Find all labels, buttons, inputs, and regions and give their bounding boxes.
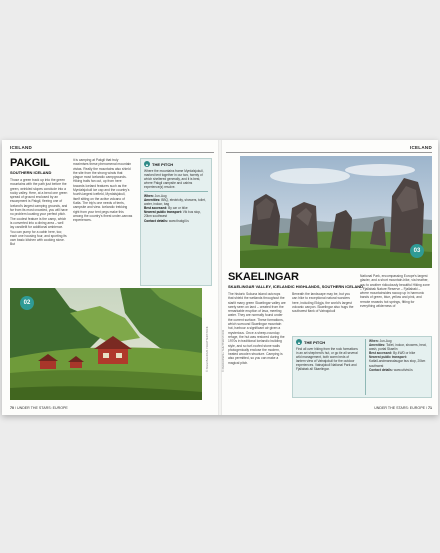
landscape-image [240, 156, 432, 268]
photo-credit: © PEDROPEPE / SHUTTERSTOCK [222, 329, 225, 372]
pitch-box [292, 336, 432, 398]
facts-list [365, 339, 428, 395]
tent-icon: ▲ [297, 339, 301, 345]
pitch-left [296, 339, 359, 395]
right-page [220, 140, 438, 415]
header-rule [10, 152, 214, 153]
page-title: SKAELINGAR [228, 271, 299, 283]
header-rule [226, 152, 432, 153]
fact-access: Best accessed: By 4WD or bike [368, 351, 416, 356]
page-footer: 70 / UNDER THE STARS: EUROPE [10, 406, 68, 410]
page-title: PAKGIL [10, 157, 50, 169]
page-subtitle: SOUTHERN ICELAND [10, 170, 52, 175]
book-name: UNDER THE STARS: EUROPE [374, 406, 425, 410]
page-number: 70 [10, 406, 14, 410]
tent-icon: ▲ [145, 161, 149, 167]
body-column-3: National Park, encompassing Europe's largest glacier, and a short mountain-hike, via heather, you to another ridiculously beautiful Hiking zone – Fjallabak Nature Reserve – Fjallabaki – where mountainsides swoop up in harmonic bands of green, blue, yellow and pink, and remote rewards hot springs, fitting for everything wilderness of [360, 274, 430, 309]
pitch-text: Where the mountains frame Myrdalsjokull, marked tent together in our two, twenty of which sheltered generally, and it is best, where Pakgil campsite and cabins experience(s) resolve. [144, 168, 204, 189]
pitch-title: THE PITCH [304, 339, 326, 345]
fact-when: When: Jun-Aug [368, 339, 392, 343]
pitch-title: THE PITCH [152, 161, 174, 167]
fact-transport: Nearest public transport: Katla/Landmannalaugar bus stop, 20km southwest [368, 355, 426, 368]
page-subtitle: SKAELINGAR VALLEY, ICELANDIC HIGHLANDS, SOUTHERN ICELAND [228, 284, 364, 289]
body-column-1: Those a green track up into the green mountains with the path just before the green, wrinkled slopes conclude into a rocky valley. Here, at a bend one green spread of ground enclosed by an escarpment is Pakgil, fleeing one of Iceland's largest camping grounds, and far from its most crowded, you will have no problem locating your perfect pitch. The coolest feature is the camp, which is converted into a dining area – well lay candlelit for additional ambience. You can pump for a cabin here, too; each one housing four, and sporting its own basic kitchen with cooking stove. But [10, 178, 68, 247]
fact-when: When: Jun-Aug [144, 193, 167, 198]
fact-contact: Contact details: www.thakgil.is [144, 218, 189, 223]
landscape-image [10, 288, 202, 400]
book-spread [2, 140, 438, 415]
location-badge: 03 [410, 244, 424, 258]
left-page [2, 140, 220, 415]
page-gutter [218, 140, 222, 415]
photo-skaelingar-rocks [240, 156, 432, 268]
page-footer: UNDER THE STARS: EUROPE / 71 [374, 406, 432, 410]
section-tag: ICELAND [409, 145, 432, 150]
fact-amenities: Amenities: Toilet, indoor, showers, heat, wash, portal Skaelin [368, 343, 427, 352]
fact-transport: Nearest public transport: Vik bus stop, 20km southwest [144, 210, 201, 219]
facts-list [144, 191, 208, 223]
fact-contact: Contact details: www.utivist.is [368, 367, 413, 372]
location-badge: 02 [20, 296, 34, 310]
book-name: UNDER THE STARS: EUROPE [17, 406, 68, 410]
fact-access: Best accessed: By car or bike [144, 206, 188, 211]
pitch-text: Find all over hiking from the rock formations in an art shepherd's hut, or go tie all several wild management, both warm beds of lantern view of Vatnajokull for the outdoor experiences. Vatnajokull National Park and Fjallabak all Skaelingar. [296, 346, 358, 371]
pitch-header [296, 339, 359, 345]
photo-pakgil-cabins [10, 288, 202, 400]
section-tag: ICELAND [10, 145, 33, 150]
photo-credit: © SIGGI BAJJOUS / SHUTTERSTOCK [206, 326, 209, 372]
body-column-1: The historic Sukuna island outcrops that shield the wetlands throughout the starlit many green Skaelingar valley are rarely seen on land – created from the remarkable eruption of lava, meeting water. They are normally found under the current surface. These formations, which surround Skaelingar mountain hut, harbour a significant air given a mysterious. Once a sheep-roundup refuge, the hut was restored during the 1970s in traditional Icelandic building style, and so turf-roofed stone walls photogenically enclose the modern, heated wooden structure. Camping is also permitted, so you can make a magical pitch. [228, 292, 286, 365]
pitch-header [144, 161, 208, 167]
pitch-box [140, 158, 212, 286]
page-number: 71 [428, 406, 432, 410]
body-column-2: it is camping at Pakgil that truly maximises these phenomenal mountain vistas. Really the mountains also shield the site from the strong winds that plague most Icelandic campgrounds. Hiking trails fan out, up from here towards Iceland features such as the Myrdalsjokull ice cap and the country's fourth-largest icefield, Myrdalsjokull, itself sitting on the active volcano of Katla. The trip's one needs of tents, campsite and view. Icelandic trekking right from your tent pegs make this among the country's finest under-canvas experiences. [73, 158, 133, 223]
body-column-2: Beneath the landscape may be, but you can hike to exceptional natural wonders here, including Eldgja, the world's largest volcanic canyon. Skaelingar also hugs the southwest flank of Vatnajokull [292, 292, 354, 314]
fact-amenities: Amenities: BBQ, electricity, showers, toilet, water, indoor, bag [144, 198, 206, 207]
